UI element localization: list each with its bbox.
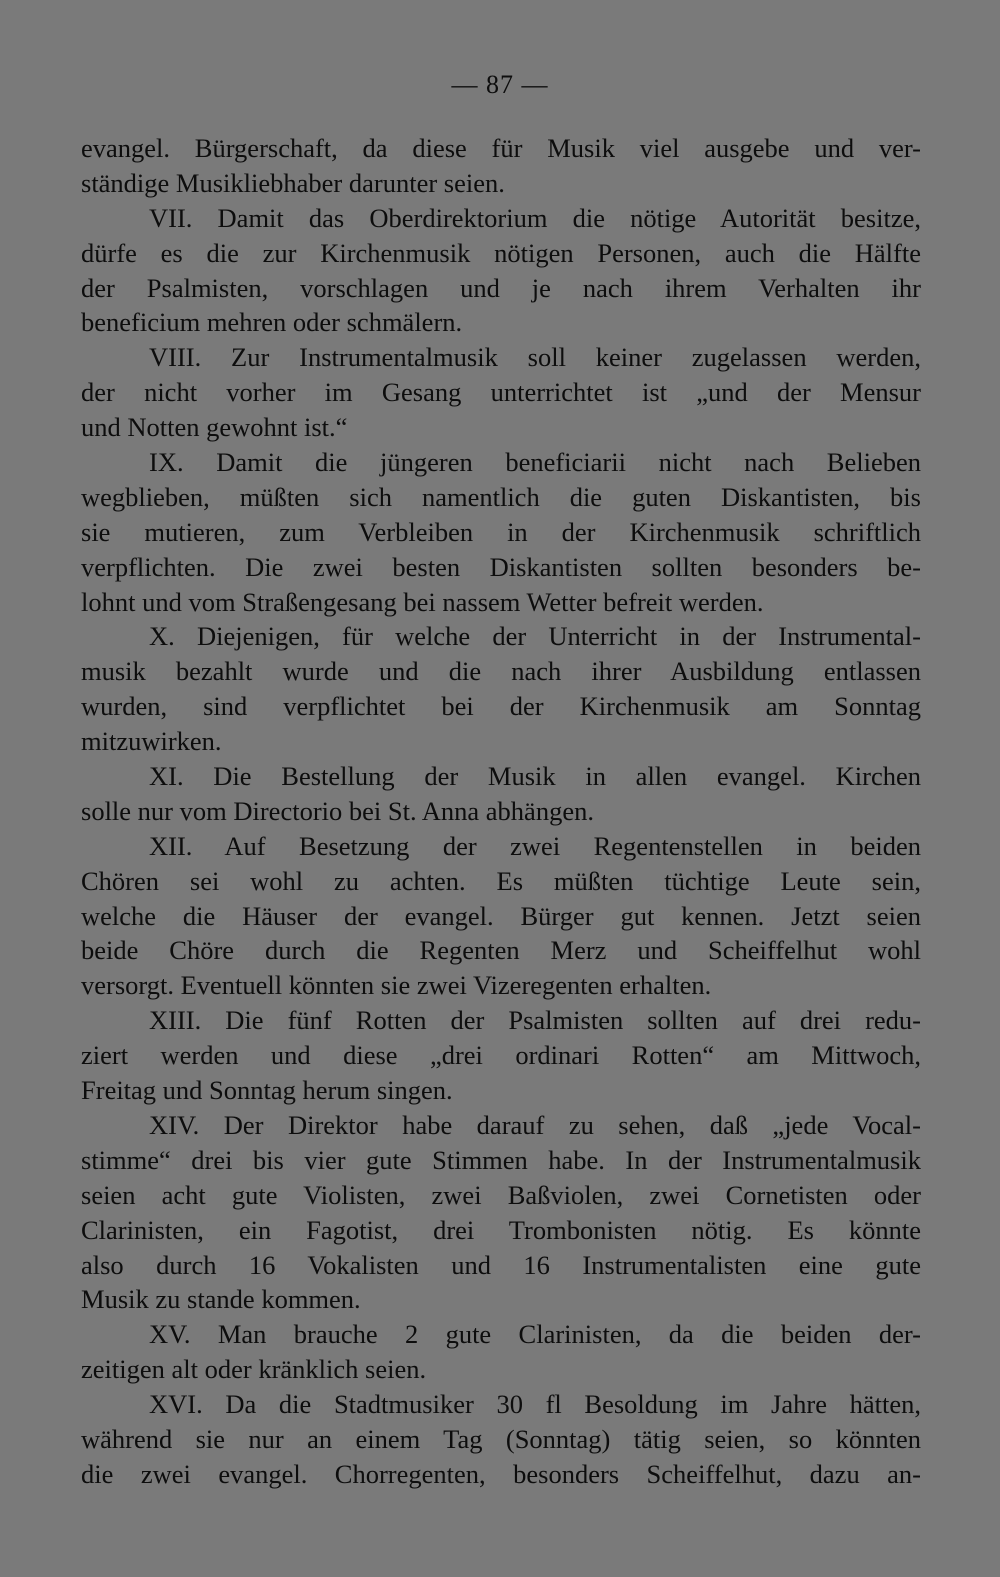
text-line: seien acht gute Violisten, zwei Baßviolen, zwei Cornetisten oder <box>81 1179 921 1210</box>
text-line: ständige Musikliebhaber darunter seien. <box>81 167 505 198</box>
text-line: wegblieben, müßten sich namentlich die guten Diskantisten, bis <box>81 481 921 512</box>
text-line: Clarinisten, ein Fagotist, drei Trombonisten nötig. Es könnte <box>81 1214 921 1245</box>
text-line: IX. Damit die jüngeren beneficiarii nicht nach Belieben <box>149 447 921 478</box>
text-line: solle nur vom Directorio bei St. Anna abhängen. <box>81 795 594 826</box>
text-line: und Notten gewohnt ist.“ <box>81 412 348 443</box>
text-line: ziert werden und diese „drei ordinari Rotten“ am Mittwoch, <box>81 1040 921 1071</box>
text-line: XIII. Die fünf Rotten der Psalmisten sollten auf drei redu- <box>149 1005 921 1036</box>
text-line: Chören sei wohl zu achten. Es müßten tüchtige Leute sein, <box>81 865 921 896</box>
text-line: versorgt. Eventuell könnten sie zwei Vizeregenten erhalten. <box>81 970 712 1001</box>
body-text <box>81 131 921 1492</box>
text-line: mitzuwirken. <box>81 726 222 757</box>
text-line: XIV. Der Direktor habe darauf zu sehen, daß „jede Vocal- <box>149 1109 921 1140</box>
text-line: verpflichten. Die zwei besten Diskantisten sollten besonders be- <box>81 551 921 582</box>
text-line: die zwei evangel. Chorregenten, besonders Scheiffelhut, dazu an- <box>81 1458 921 1489</box>
text-line: beide Chöre durch die Regenten Merz und Scheiffelhut wohl <box>81 935 921 966</box>
text-line: wurden, sind verpflichtet bei der Kirchenmusik am Sonntag <box>81 691 921 722</box>
text-line: Freitag und Sonntag herum singen. <box>81 1075 453 1106</box>
text-line: welche die Häuser der evangel. Bürger gut kennen. Jetzt seien <box>81 900 921 931</box>
text-line: evangel. Bürgerschaft, da diese für Musik viel ausgebe und ver- <box>81 133 921 163</box>
page-number: — 87 — <box>451 70 549 99</box>
text-line: XV. Man brauche 2 gute Clarinisten, da die beiden der- <box>149 1319 921 1350</box>
text-line: XII. Auf Besetzung der zwei Regentenstellen in beiden <box>149 830 921 861</box>
text-line: lohnt und vom Straßengesang bei nassem Wetter befreit werden. <box>81 586 764 617</box>
text-line: während sie nur an einem Tag (Sonntag) tätig seien, so könnten <box>81 1423 921 1454</box>
text-line: Musik zu stande kommen. <box>81 1284 361 1315</box>
text-line: VIII. Zur Instrumentalmusik soll keiner zugelassen werden, <box>149 342 921 373</box>
text-line: zeitigen alt oder kränklich seien. <box>81 1354 427 1385</box>
text-line: X. Diejenigen, für welche der Unterricht in der Instrumental- <box>149 621 921 652</box>
text-line: beneficium mehren oder schmälern. <box>81 307 463 338</box>
text-line: stimme“ drei bis vier gute Stimmen habe. In der Instrumentalmusik <box>81 1144 921 1175</box>
text-line: musik bezahlt wurde und die nach ihrer Ausbildung entlassen <box>81 656 921 687</box>
text-line: also durch 16 Vokalisten und 16 Instrumentalisten eine gute <box>81 1249 921 1280</box>
text-line: der nicht vorher im Gesang unterrichtet ist „und der Mensur <box>81 377 921 408</box>
text-line: XI. Die Bestellung der Musik in allen evangel. Kirchen <box>149 761 921 792</box>
text-line: der Psalmisten, vorschlagen und je nach ihrem Verhalten ihr <box>81 272 921 303</box>
text-line: VII. Damit das Oberdirektorium die nötige Autorität besitze, <box>149 202 921 233</box>
text-line: sie mutieren, zum Verbleiben in der Kirchenmusik schriftlich <box>81 516 921 547</box>
text-line: XVI. Da die Stadtmusiker 30 fl Besoldung im Jahre hätten, <box>149 1389 921 1420</box>
text-line: dürfe es die zur Kirchenmusik nötigen Personen, auch die Hälfte <box>81 237 921 268</box>
